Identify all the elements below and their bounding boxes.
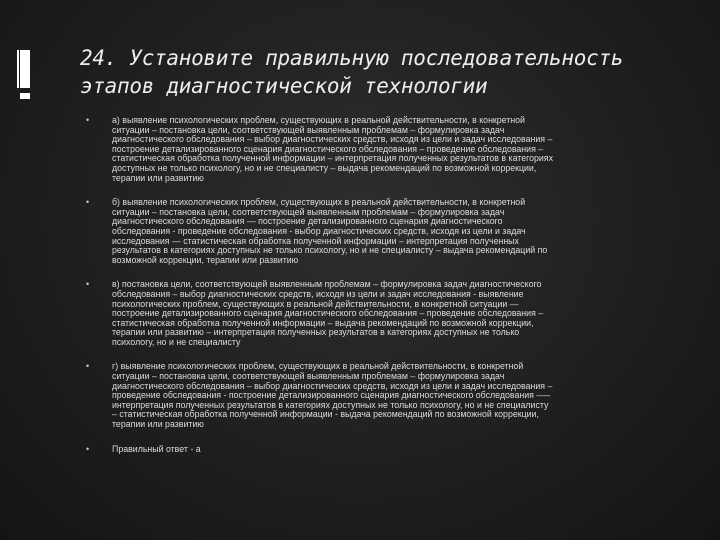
bullet-icon: • — [86, 279, 90, 290]
answer-option-text — [112, 362, 686, 429]
text-line: статистическая обработка полученной информации – выдача рекомендаций по возможной коррекции, — [112, 317, 534, 328]
decorative-block — [20, 93, 30, 99]
text-line: б) выявление психологических проблем, существующих в реальной действительности, в конкретной — [112, 197, 526, 208]
text-line: г) выявление психологических проблем, существующих в реальной действительности, в конкретной — [112, 361, 524, 372]
text-line: Правильный ответ - а — [112, 443, 201, 454]
answer-option-text — [112, 198, 686, 265]
answer-option-c — [86, 280, 686, 347]
decorative-bar-thin — [17, 50, 19, 88]
text-line: терапии или развитию — [112, 419, 204, 430]
text-line: результатов в категориях доступных не только психологу, но и не специалисту – выдача рекомендаций по — [112, 245, 548, 256]
text-line: а) выявление психологических проблем, существующих в реальной действительности, в конкретной — [112, 115, 525, 125]
answer-options-list — [86, 116, 686, 454]
text-line: терапии или развитию — [112, 172, 204, 183]
text-line: ситуации – постановка цели, соответствующей выявленным проблемам – формулировка задач — [112, 371, 505, 382]
text-line: в) постановка цели, соответствующей выявленным проблемам – формулировка задач диагностического — [112, 279, 542, 290]
text-line: психологических проблем, существующих в реальной действительности, в конкретной ситуации — — [112, 298, 519, 309]
text-line: проведение обследования ‑ построение детализированного сценария диагностического обследования –— — [112, 390, 551, 401]
bullet-icon: • — [86, 115, 90, 125]
text-line: диагностического обследования – выбор диагностических средств, исходя из цели и задач исследования – — [112, 380, 553, 391]
text-line: – статистическая обработка полученной информации ‑ выдача рекомендаций по возможной коррекции, — [112, 409, 539, 420]
text-line: доступных не только психологу, но и не специалисту – выдача рекомендаций по возможной коррекции, — [112, 162, 537, 173]
bullet-icon: • — [86, 361, 90, 372]
slide-title — [80, 44, 690, 100]
slide-title-line: 24. Установите правильную последовательность — [80, 46, 624, 70]
text-line: ситуации – постановка цели, соответствующей выявленным проблемам – формулировка задач — [112, 124, 505, 135]
correct-answer — [86, 445, 686, 455]
answer-option-text — [112, 280, 686, 347]
text-line: исследования — статистическая обработка полученной информации – интерпретация полученных — [112, 235, 519, 246]
text-line: диагностического обследования — построение детализированного сценария диагностического — [112, 216, 503, 227]
text-line: статистическая обработка полученной информации – интерпретация полученных результатов в категориях — [112, 153, 553, 164]
answer-option-a — [86, 116, 686, 183]
text-line: терапии или развитию – интерпретация полученных результатов в категориях доступных не только — [112, 327, 520, 338]
answer-option-d — [86, 362, 686, 429]
text-line: интерпретация полученных результатов в категориях доступных не только психологу, но и не специалисту — [112, 399, 549, 410]
answer-option-text — [112, 116, 686, 183]
answer-option-b — [86, 198, 686, 265]
text-line: обследования – выбор диагностических средств, исходя из цели и задач исследования ‑ выявление — [112, 288, 524, 299]
text-line: ситуации – постановка цели, соответствующей выявленным проблемам – формулировка задач — [112, 206, 505, 217]
text-line: обследования ‑ проведение обследования ‑ выбор диагностических средств, исходя из цели и задач — [112, 225, 526, 236]
bullet-icon: • — [86, 443, 90, 454]
text-line: психологу, но и не специалисту — [112, 336, 241, 347]
correct-answer-text — [112, 445, 686, 455]
bullet-icon: • — [86, 197, 90, 208]
text-line: диагностического обследования – выбор диагностических средств, исходя из цели и задач исследования – — [112, 134, 553, 145]
text-line: возможной коррекции, терапии или развитию — [112, 254, 299, 265]
slide-title-line: этапов диагностической технологии — [80, 74, 488, 98]
decorative-bar — [20, 50, 30, 88]
text-line: построение детализированного сценария диагностического обследования – проведение обследования – — [112, 308, 544, 319]
text-line: построение детализированного сценария диагностического обследования – проведение обследования – — [112, 143, 544, 154]
